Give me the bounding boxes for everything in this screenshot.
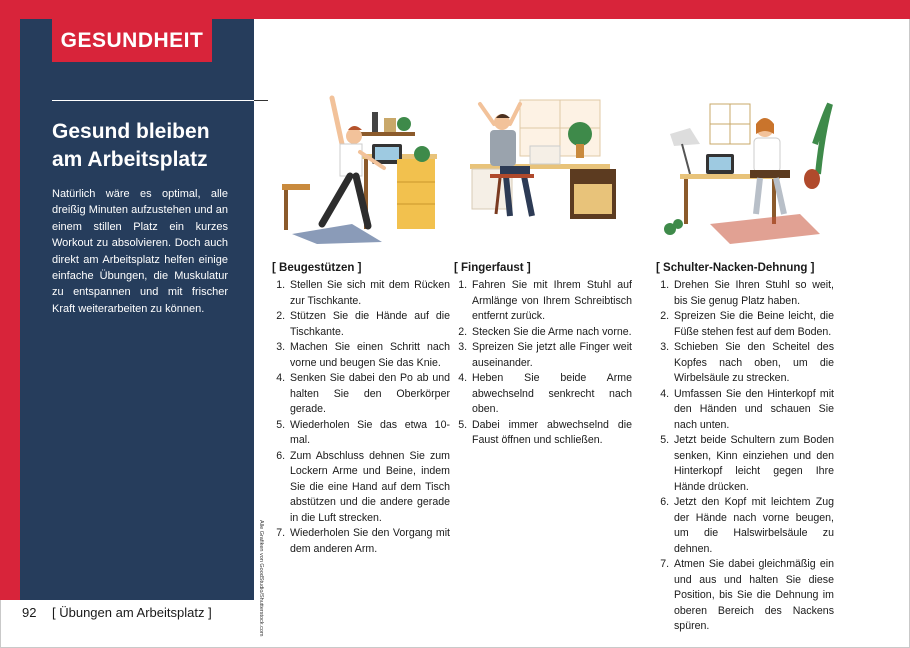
exercise-step: 2. Spreizen Sie die Beine leicht, die Füße stehen fest auf dem Boden. bbox=[672, 309, 834, 340]
exercise-step: 3. Machen Sie einen Schritt nach vorne und beugen Sie das Knie. bbox=[288, 340, 450, 371]
illustration-neck-stretch bbox=[660, 84, 838, 244]
exercise-step: 2. Stecken Sie die Arme nach vorne. bbox=[470, 325, 632, 341]
exercise-step: 1. Fahren Sie mit Ihrem Stuhl auf Armlänge von Ihrem Schreibtisch entfernt zurück. bbox=[470, 278, 632, 325]
image-credit-text: Alle Grafiken von GoodStudio/Shutterstock.com bbox=[258, 520, 264, 637]
page-title bbox=[52, 118, 242, 174]
page-number: 92 bbox=[22, 605, 37, 620]
exercise-steps bbox=[656, 278, 834, 635]
exercise-title: [ Beugestützen ] bbox=[272, 262, 362, 274]
illustration-standing-stretch bbox=[272, 84, 450, 244]
exercise-title: [ Schulter-Nacken-Dehnung ] bbox=[656, 262, 815, 274]
exercise-title: [ Fingerfaust ] bbox=[454, 262, 531, 274]
left-accent-bar bbox=[0, 0, 20, 600]
exercise-column-3 bbox=[656, 262, 834, 635]
title-rule bbox=[52, 100, 267, 101]
exercise-step: 5. Dabei immer abwechselnd die Faust öffnen und schließen. bbox=[470, 418, 632, 449]
exercise-column-1 bbox=[272, 262, 450, 557]
exercise-step: 7. Atmen Sie dabei gleichmäßig ein und aus und halten Sie diese Position, bis Sie die Dehnung im oberen Bereich des Nackens spüren. bbox=[672, 557, 834, 635]
exercise-step: 4. Umfassen Sie den Hinterkopf mit den Händen und schauen Sie nach unten. bbox=[672, 387, 834, 434]
footer-section-label: [ Übungen am Arbeitsplatz ] bbox=[52, 605, 212, 620]
intro-text: Natürlich wäre es optimal, alle dreißig Minuten aufzustehen und an einem stillen Platz ein kurzes Workout zu absolvieren. Doch auch direkt am Arbeitsplatz helfen einige einfache Übungen, die Muskulatur zu entspannen und mit frischer Kraft weiterarbeiten zu können. bbox=[52, 188, 228, 315]
exercise-step: 6. Zum Abschluss dehnen Sie zum Lockern Arme und Beine, indem Sie die eine Hand auf dem Tisch abstützen und die andere gerade in die Luft strecken. bbox=[288, 449, 450, 527]
exercise-steps bbox=[272, 278, 450, 557]
exercise-steps bbox=[454, 278, 632, 449]
exercise-step: 1. Drehen Sie Ihren Stuhl so weit, bis Sie genug Platz haben. bbox=[672, 278, 834, 309]
exercise-step: 6. Jetzt den Kopf mit leichtem Zug der Hände nach vorne beugen, um die Halswirbelsäule zu dehnen. bbox=[672, 495, 834, 557]
page-title-line1: Gesund bleiben bbox=[52, 120, 210, 143]
top-accent-bar bbox=[0, 0, 910, 19]
page-title-line2: am Arbeitsplatz bbox=[52, 148, 208, 171]
illustration-seated-stretch bbox=[460, 84, 638, 244]
exercise-step: 3. Spreizen Sie jetzt alle Finger weit auseinander. bbox=[470, 340, 632, 371]
exercise-step: 3. Schieben Sie den Scheitel des Kopfes nach oben, um die Wirbelsäule zu strecken. bbox=[672, 340, 834, 387]
exercise-column-2 bbox=[454, 262, 632, 449]
section-badge: GESUNDHEIT bbox=[52, 19, 212, 62]
title-rule-extension bbox=[254, 100, 268, 101]
exercise-step: 4. Senken Sie dabei den Po ab und halten Sie den Oberkörper gerade. bbox=[288, 371, 450, 418]
exercise-step: 5. Wiederholen Sie das etwa 10-mal. bbox=[288, 418, 450, 449]
exercise-step: 2. Stützen Sie die Hände auf die Tischkante. bbox=[288, 309, 450, 340]
exercise-step: 1. Stellen Sie sich mit dem Rücken zur Tischkante. bbox=[288, 278, 450, 309]
exercise-step: 4. Heben Sie beide Arme abwechselnd senkrecht nach oben. bbox=[470, 371, 632, 418]
exercise-step: 7. Wiederholen Sie den Vorgang mit dem anderen Arm. bbox=[288, 526, 450, 557]
exercise-step: 5. Jetzt beide Schultern zum Boden senken, Kinn einziehen und den Hinterkopf leicht gegen Ihre Hände drücken. bbox=[672, 433, 834, 495]
